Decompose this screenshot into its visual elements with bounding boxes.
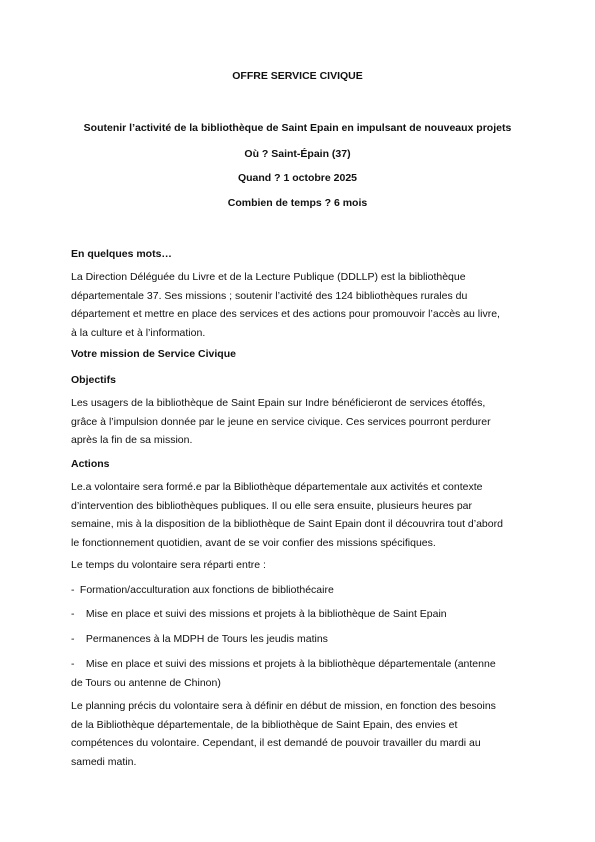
intro-line: La Direction Déléguée du Livre et de la Lecture Publique (DDLLP) est la bibliothèque xyxy=(71,271,466,283)
actions-line: Le.a volontaire sera formé.e par la Bibliothèque départementale aux activités et contexte xyxy=(71,481,483,493)
planning-paragraph xyxy=(71,697,526,771)
start-date-line: Quand ? 1 octobre 2025 xyxy=(237,172,358,184)
objectives-paragraph xyxy=(71,394,526,450)
objectives-line: Les usagers de la bibliothèque de Saint Epain sur Indre bénéficieront de services étoffés, xyxy=(71,397,486,409)
intro-line: département et mettre en place des services et des actions pour promouvoir l’accès au livre, xyxy=(71,308,500,320)
list-item-text: Formation/acculturation aux fonctions de bibliothécaire xyxy=(79,584,334,596)
actions-paragraph xyxy=(71,478,526,552)
list-item-text: Mise en place et suivi des missions et projets à la bibliothèque départementale (antenne xyxy=(85,658,496,670)
duration-line: Combien de temps ? 6 mois xyxy=(227,197,368,209)
planning-line: compétences du volontaire. Cependant, il est demandé de pouvoir travailler du mardi au xyxy=(71,737,481,749)
list-item xyxy=(71,655,531,692)
list-item xyxy=(71,581,531,600)
objectives-heading: Objectifs xyxy=(71,374,116,386)
planning-line: de la Bibliothèque départementale, de la bibliothèque de Saint Epain, des envies et xyxy=(71,718,458,731)
list-dash: - xyxy=(71,658,75,670)
mission-heading: Votre mission de Service Civique xyxy=(71,348,236,360)
intro-heading: En quelques mots… xyxy=(71,248,172,260)
list-item-text: Mise en place et suivi des missions et projets à la bibliothèque de Saint Epain xyxy=(85,608,447,620)
list-item xyxy=(71,605,531,624)
list-dash: - xyxy=(71,584,75,596)
document-title: OFFRE SERVICE CIVIQUE xyxy=(232,70,363,82)
intro-line: à la culture et à l’information. xyxy=(71,326,206,339)
list-dash: - xyxy=(71,633,75,645)
document-subtitle: Soutenir l’activité de la bibliothèque de Saint Epain en impulsant de nouveaux projets xyxy=(83,122,512,134)
list-dash: - xyxy=(71,608,75,620)
actions-line: semaine, mis à la disposition de la bibliothèque de Saint Epain dont il découvrira tout d’abord xyxy=(71,518,503,530)
list-item-continuation: de Tours ou antenne de Chinon) xyxy=(71,676,221,689)
intro-paragraph xyxy=(71,268,526,342)
planning-line: Le planning précis du volontaire sera à définir en début de mission, en fonction des besoins xyxy=(71,700,496,712)
objectives-line: grâce à l’impulsion donnée par le jeune en service civique. Ces services pourront perdurer xyxy=(71,415,491,428)
actions-line: le fonctionnement quotidien, avant de se voir confier des missions spécifiques. xyxy=(71,536,436,549)
intro-line: départementale 37. Ses missions ; soutenir l’activité des 124 bibliothèques rurales du xyxy=(71,289,468,302)
location-line: Où ? Saint-Épain (37) xyxy=(244,148,351,160)
planning-line: samedi matin. xyxy=(71,755,137,768)
time-split-intro: Le temps du volontaire sera réparti entre : xyxy=(71,559,266,571)
objectives-line: après la fin de sa mission. xyxy=(71,434,193,446)
actions-line: d’intervention des bibliothèques publiques. Il ou elle sera ensuite, plusieurs heures par xyxy=(71,499,473,512)
actions-heading: Actions xyxy=(71,458,110,470)
list-item xyxy=(71,630,531,649)
list-item-text: Permanences à la MDPH de Tours les jeudis matins xyxy=(85,633,328,645)
